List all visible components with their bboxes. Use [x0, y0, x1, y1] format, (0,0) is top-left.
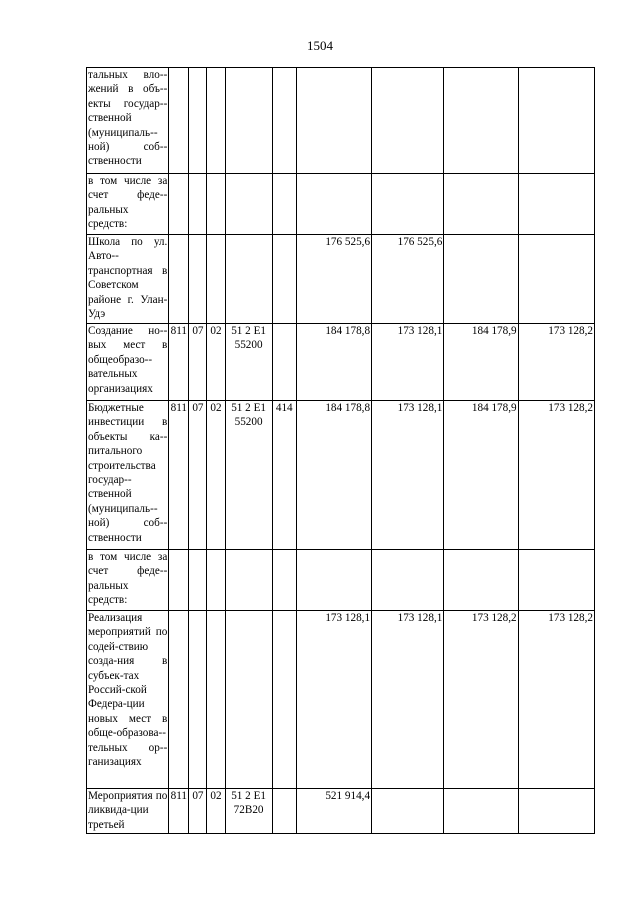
- amount-cell-1: 184 178,8: [296, 401, 371, 550]
- expense-type-cell: [272, 68, 296, 174]
- subsection-code-cell: [207, 174, 225, 235]
- amount-cell-1: [296, 550, 371, 611]
- amount-cell-4: 173 128,2: [518, 401, 594, 550]
- amount-cell-1: [296, 174, 371, 235]
- section-code-cell: [189, 550, 207, 611]
- ministry-code-cell: 811: [169, 401, 189, 550]
- amount-cell-2: [372, 550, 444, 611]
- amount-cell-4: [518, 550, 594, 611]
- amount-cell-1: [296, 68, 371, 174]
- table-row: [87, 401, 595, 550]
- amount-cell-3: 184 178,9: [444, 324, 518, 401]
- subsection-code-cell: 02: [207, 401, 225, 550]
- section-code-cell: [189, 68, 207, 174]
- target-article-cell: 51 2 Е1 55200: [225, 401, 272, 550]
- ministry-code-cell: [169, 550, 189, 611]
- section-code-cell: 07: [189, 324, 207, 401]
- row-name-cell: тальных вло-жений в объ-екты государ-ственной (муниципаль-ной) соб-ственности: [87, 68, 169, 174]
- subsection-code-cell: 02: [207, 789, 225, 834]
- ministry-code-cell: [169, 235, 189, 324]
- table-row: [87, 789, 595, 834]
- table-row: [87, 68, 595, 174]
- subsection-code-cell: [207, 68, 225, 174]
- amount-cell-3: [444, 550, 518, 611]
- target-article-cell: [225, 174, 272, 235]
- amount-cell-1: 176 525,6: [296, 235, 371, 324]
- expense-type-cell: 414: [272, 401, 296, 550]
- ministry-code-cell: 811: [169, 789, 189, 834]
- expense-type-cell: [272, 235, 296, 324]
- amount-cell-2: [372, 68, 444, 174]
- page-number: 1504: [307, 38, 333, 53]
- amount-cell-4: [518, 68, 594, 174]
- ministry-code-cell: [169, 174, 189, 235]
- amount-cell-2: [372, 789, 444, 834]
- section-code-cell: [189, 174, 207, 235]
- amount-cell-4: [518, 235, 594, 324]
- ministry-code-cell: 811: [169, 324, 189, 401]
- target-article-cell: 51 2 Е1 55200: [225, 324, 272, 401]
- row-name-cell: Создание но-вых мест в общеобразо-вательных организациях: [87, 324, 169, 401]
- ministry-code-cell: [169, 611, 189, 789]
- ministry-code-cell: [169, 68, 189, 174]
- budget-table: [86, 67, 595, 834]
- table-row: [87, 174, 595, 235]
- amount-cell-3: [444, 789, 518, 834]
- table-row: [87, 235, 595, 324]
- expense-type-cell: [272, 550, 296, 611]
- amount-cell-3: [444, 235, 518, 324]
- expense-type-cell: [272, 324, 296, 401]
- amount-cell-3: 184 178,9: [444, 401, 518, 550]
- table-row: [87, 324, 595, 401]
- target-article-cell: [225, 235, 272, 324]
- expense-type-cell: [272, 789, 296, 834]
- amount-cell-1: 184 178,8: [296, 324, 371, 401]
- subsection-code-cell: [207, 611, 225, 789]
- subsection-code-cell: 02: [207, 324, 225, 401]
- amount-cell-4: 173 128,2: [518, 324, 594, 401]
- subsection-code-cell: [207, 235, 225, 324]
- target-article-cell: 51 2 Е1 72В20: [225, 789, 272, 834]
- amount-cell-2: 173 128,1: [372, 324, 444, 401]
- section-code-cell: 07: [189, 401, 207, 550]
- row-name-cell: Реализация мероприятий по содей-ствию созда-ния в субъек-тах Россий-ской Федера-ции новых мест в обще-образова-тельных ор-ганизациях: [87, 611, 169, 789]
- amount-cell-4: [518, 174, 594, 235]
- amount-cell-1: 521 914,4: [296, 789, 371, 834]
- target-article-cell: [225, 68, 272, 174]
- section-code-cell: 07: [189, 789, 207, 834]
- amount-cell-2: 173 128,1: [372, 611, 444, 789]
- amount-cell-2: [372, 174, 444, 235]
- amount-cell-4: 173 128,2: [518, 611, 594, 789]
- amount-cell-3: [444, 68, 518, 174]
- amount-cell-2: 176 525,6: [372, 235, 444, 324]
- subsection-code-cell: [207, 550, 225, 611]
- target-article-cell: [225, 611, 272, 789]
- section-code-cell: [189, 235, 207, 324]
- amount-cell-3: [444, 174, 518, 235]
- amount-cell-2: 173 128,1: [372, 401, 444, 550]
- row-name-cell: Бюджетные инвестиции в объекты ка-питального строительства государ-ственной (муниципаль-ной) соб-ственности: [87, 401, 169, 550]
- table-row: [87, 550, 595, 611]
- expense-type-cell: [272, 174, 296, 235]
- row-name-cell: Школа по ул. Авто-транспортная в Советском районе г. Улан-Удэ: [87, 235, 169, 324]
- expense-type-cell: [272, 611, 296, 789]
- row-name-cell: Мероприятия по ликвида-ции третьей: [87, 789, 169, 834]
- row-name-cell: в том числе за счет феде-ральных средств:: [87, 550, 169, 611]
- row-name-cell: в том числе за счет феде-ральных средств:: [87, 174, 169, 235]
- amount-cell-4: [518, 789, 594, 834]
- table-row: [87, 611, 595, 789]
- amount-cell-3: 173 128,2: [444, 611, 518, 789]
- target-article-cell: [225, 550, 272, 611]
- amount-cell-1: 173 128,1: [296, 611, 371, 789]
- section-code-cell: [189, 611, 207, 789]
